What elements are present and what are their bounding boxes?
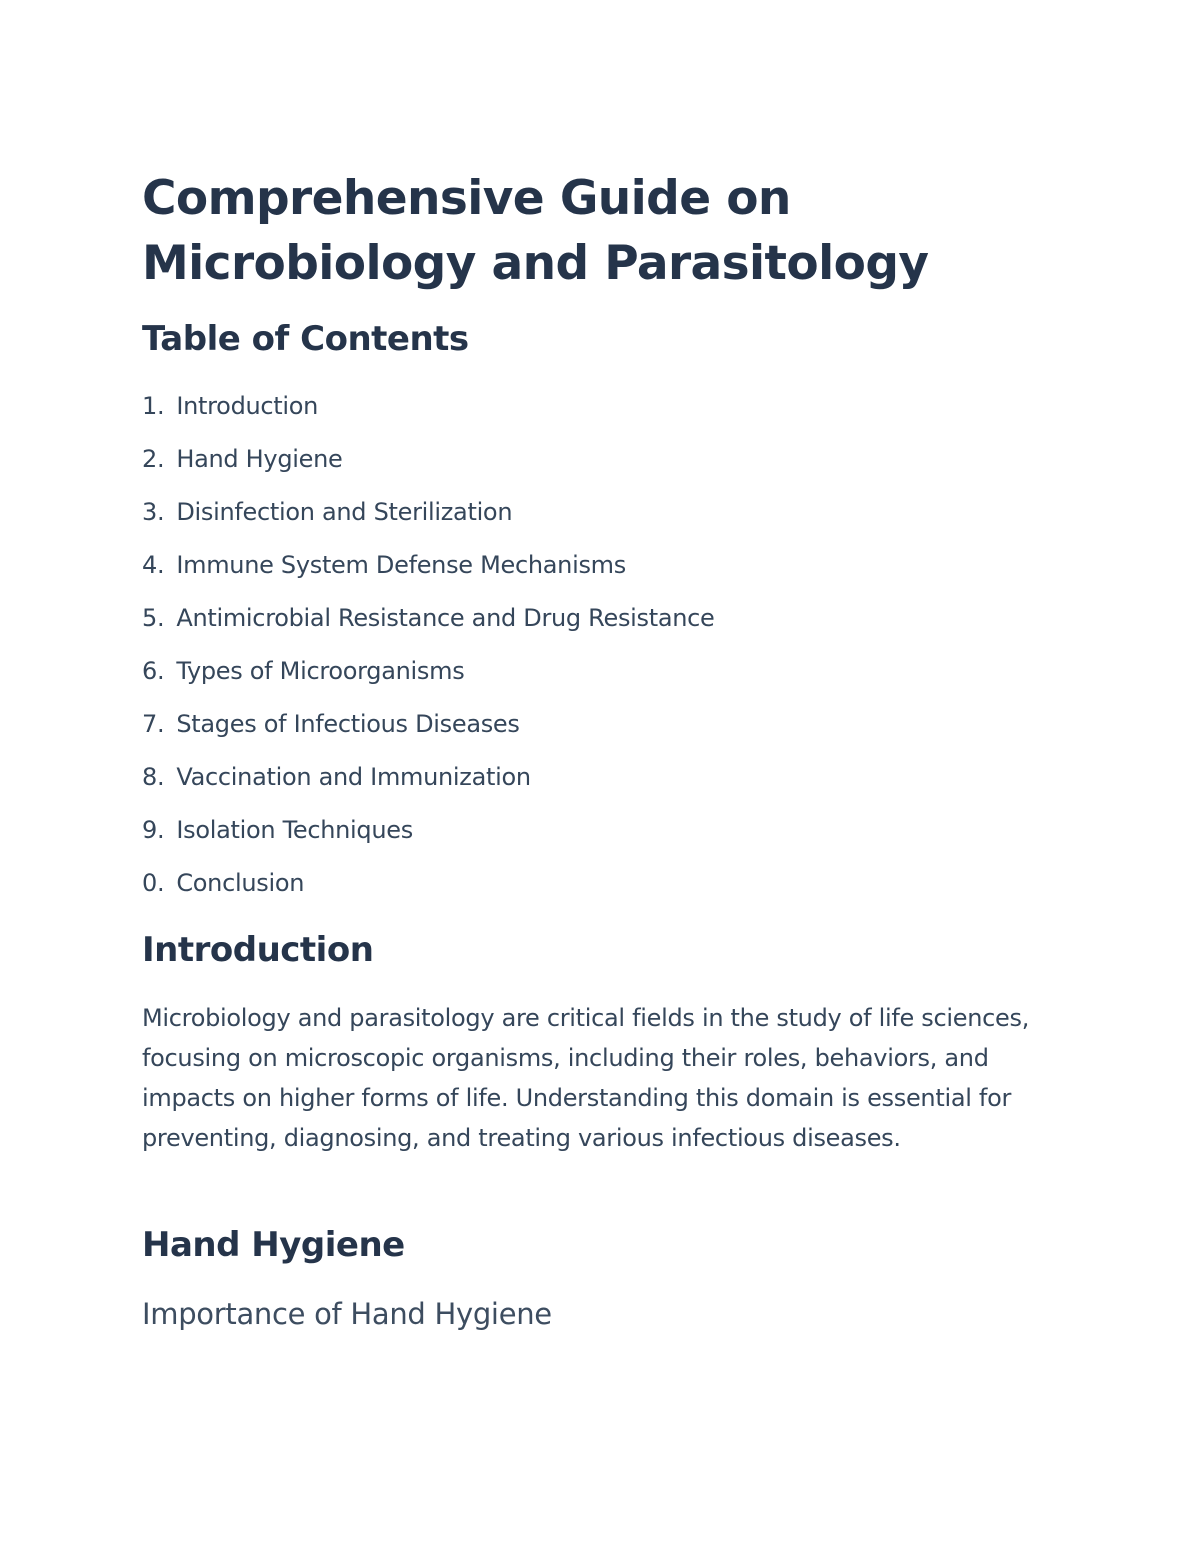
toc-item-label: Vaccination and Immunization: [176, 763, 531, 791]
introduction-paragraph: Microbiology and parasitology are critical fields in the study of life sciences, focusing on microscopic organisms, including their roles, behaviors, and impacts on higher forms of life. Understanding this domain is essential for preventing, diagnosing, and treating various infectious diseases.: [142, 1004, 1030, 1152]
toc-item[interactable]: [142, 812, 715, 865]
toc-item[interactable]: [142, 494, 715, 547]
toc-item-number: 1.: [142, 392, 165, 420]
toc-item-number: 8.: [142, 763, 165, 791]
introduction-heading: Introduction: [142, 930, 374, 970]
toc-item[interactable]: [142, 653, 715, 706]
toc-item[interactable]: [142, 600, 715, 653]
toc-item-label: Disinfection and Sterilization: [176, 498, 513, 526]
toc-item-label: Isolation Techniques: [176, 816, 413, 844]
toc-item-number: 0.: [142, 869, 165, 897]
toc-item-label: Stages of Infectious Diseases: [176, 710, 520, 738]
toc-item-number: 4.: [142, 551, 165, 579]
toc-item-label: Types of Microorganisms: [176, 657, 465, 685]
toc-item-label: Conclusion: [176, 869, 305, 897]
toc-item[interactable]: [142, 706, 715, 759]
toc-item[interactable]: [142, 759, 715, 812]
toc-heading: Table of Contents: [142, 319, 469, 359]
toc-item-label: Antimicrobial Resistance and Drug Resistance: [176, 604, 715, 632]
toc-item-number: 9.: [142, 816, 165, 844]
toc-item-label: Introduction: [176, 392, 319, 420]
toc-item[interactable]: [142, 547, 715, 600]
table-of-contents: [142, 388, 715, 918]
toc-item-number: 7.: [142, 710, 165, 738]
toc-item-label: Hand Hygiene: [176, 445, 343, 473]
document-title: Comprehensive Guide on Microbiology and Parasitology: [142, 171, 929, 291]
toc-item-label: Immune System Defense Mechanisms: [176, 551, 626, 579]
toc-item[interactable]: [142, 388, 715, 441]
toc-item-number: 3.: [142, 498, 165, 526]
hand-hygiene-heading: Hand Hygiene: [142, 1225, 405, 1265]
toc-item[interactable]: [142, 441, 715, 494]
toc-item-number: 2.: [142, 445, 165, 473]
toc-item-number: 5.: [142, 604, 165, 632]
hand-hygiene-subheading: Importance of Hand Hygiene: [142, 1297, 552, 1331]
toc-item-number: 6.: [142, 657, 165, 685]
toc-item[interactable]: [142, 865, 715, 918]
